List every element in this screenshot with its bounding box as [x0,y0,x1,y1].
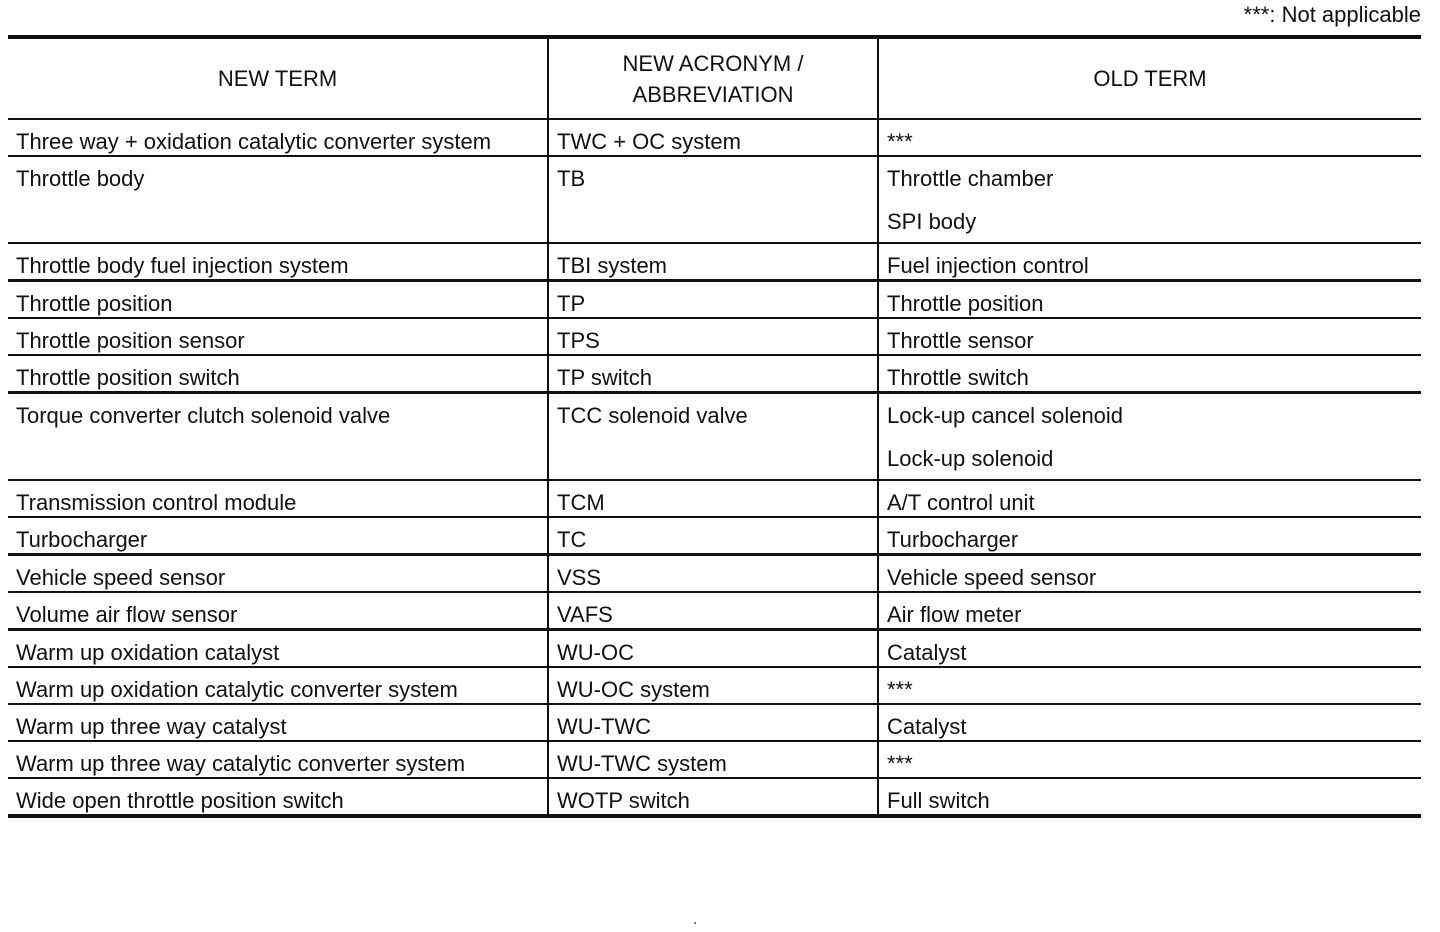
old-term-cell-text: Throttle sensor [887,328,1034,353]
acronym-cell-text: WU-OC system [557,676,710,702]
new-term-cell-text: Volume air flow sensor [16,601,238,627]
acronym-cell-text: TP switch [557,365,652,390]
acronym-cell [548,629,878,667]
old-term-cell-text: *** [887,750,913,776]
new-term-cell-text: Throttle position sensor [16,328,245,353]
old-term-cell [878,554,1421,592]
new-term-cell-text: Warm up oxidation catalytic converter system [16,676,458,702]
new-term-cell [8,156,548,243]
old-term-cell-text: Throttle position [887,291,1044,316]
old-term-cell-text: Air flow meter [887,601,1022,627]
old-term-cell-text: Full switch [887,787,990,813]
table-row [8,704,1421,741]
acronym-cell [548,480,878,517]
acronym-cell-text: TPS [557,328,600,353]
new-term-cell-text: Transmission control module [16,489,297,515]
new-term-cell [8,281,548,319]
new-term-cell-text: Throttle position [16,291,173,316]
old-term-cell-text: Turbocharger [887,526,1019,552]
old-term-cell [878,318,1421,355]
table-row [8,355,1421,393]
new-term-cell [8,355,548,393]
old-term-cell [878,281,1421,319]
table-row [8,119,1421,156]
new-term-cell-text: Warm up oxidation catalyst [16,639,280,665]
acronym-cell-text: TCM [557,489,605,515]
new-term-cell [8,554,548,592]
old-term-cell-text: Throttle chamber [887,166,1054,191]
old-term-cell [878,704,1421,741]
acronym-cell [548,243,878,281]
acronym-cell-text: TBI system [557,253,668,278]
acronym-cell-text: VSS [557,564,602,590]
acronym-cell [548,355,878,393]
table-row [8,667,1421,704]
new-term-cell-text: Turbocharger [16,526,148,552]
old-term-cell [878,778,1421,816]
old-term-cell-text-line2: Lock-up solenoid [887,446,1054,471]
old-term-cell [878,667,1421,704]
table-row [8,517,1421,555]
new-term-cell-text: Warm up three way catalytic converter system [16,750,466,776]
acronym-cell [548,554,878,592]
old-term-cell-text: Catalyst [887,713,967,739]
new-term-cell [8,592,548,630]
acronym-cell-text: WU-OC [557,639,634,665]
old-term-cell-text: *** [887,129,913,154]
old-term-cell-text-line2: SPI body [887,209,977,234]
table-row [8,281,1421,319]
new-term-cell [8,119,548,156]
acronym-cell-text: VAFS [557,601,613,627]
table-row [8,243,1421,281]
acronym-cell [548,318,878,355]
terminology-table [8,35,1421,818]
new-term-cell-text: Throttle body [16,166,145,191]
new-term-cell [8,741,548,778]
new-term-cell-text: Torque converter clutch solenoid valve [16,403,391,428]
table-row [8,156,1421,243]
old-term-cell-text: A/T control unit [887,489,1035,515]
new-term-cell-text: Throttle position switch [16,365,240,390]
new-term-cell-text: Throttle body fuel injection system [16,253,349,278]
old-term-cell [878,629,1421,667]
header-new-acronym [548,37,878,119]
acronym-cell [548,778,878,816]
new-term-cell [8,318,548,355]
new-term-cell [8,243,548,281]
old-term-cell-text: Fuel injection control [887,253,1089,278]
table-row [8,393,1421,480]
old-term-cell [878,480,1421,517]
table-row [8,778,1421,816]
old-term-cell [878,592,1421,630]
header-old-term: OLD TERM [878,37,1421,119]
acronym-cell [548,156,878,243]
header-new-term: NEW TERM [8,37,548,119]
new-term-cell [8,517,548,555]
acronym-cell [548,281,878,319]
old-term-cell [878,243,1421,281]
new-term-cell [8,778,548,816]
acronym-cell [548,667,878,704]
acronym-cell [548,592,878,630]
new-term-cell [8,480,548,517]
table-body [8,119,1421,816]
table-row [8,741,1421,778]
old-term-cell [878,119,1421,156]
old-term-cell [878,156,1421,243]
old-term-cell [878,355,1421,393]
new-term-cell-text: Vehicle speed sensor [16,564,226,590]
acronym-cell-text: WU-TWC system [557,750,727,776]
new-term-cell [8,704,548,741]
old-term-cell [878,393,1421,480]
old-term-cell-text: Vehicle speed sensor [887,564,1097,590]
acronym-cell-text: TCC solenoid valve [557,403,748,428]
header-row [8,37,1421,119]
old-term-cell [878,741,1421,778]
table-row [8,480,1421,517]
scan-speck [694,922,696,924]
old-term-cell [878,517,1421,555]
new-term-cell-text: Wide open throttle position switch [16,787,344,813]
acronym-cell [548,704,878,741]
acronym-cell-text: TP [557,291,586,316]
table-row [8,629,1421,667]
new-term-cell-text: Warm up three way catalyst [16,713,287,739]
old-term-cell-text: *** [887,676,913,702]
header-acronym-line2: ABBREVIATION [632,81,794,107]
acronym-cell [548,741,878,778]
acronym-cell [548,393,878,480]
old-term-cell-text: Throttle switch [887,365,1029,390]
acronym-cell-text: WOTP switch [557,787,690,813]
acronym-cell-text: TC [557,526,587,552]
not-applicable-note: ***: Not applicable [1243,2,1421,27]
old-term-cell-text: Catalyst [887,639,967,665]
new-term-cell [8,629,548,667]
table-row [8,318,1421,355]
acronym-cell [548,119,878,156]
acronym-cell-text: WU-TWC [557,713,652,739]
table-row [8,554,1421,592]
old-term-cell-text: Lock-up cancel solenoid [887,403,1124,428]
new-term-cell [8,667,548,704]
acronym-cell-text: TWC + OC system [557,129,741,154]
acronym-cell-text: TB [557,166,586,191]
header-acronym-line1: NEW ACRONYM / [622,50,804,76]
new-term-cell-text: Three way + oxidation catalytic converter system [16,129,492,154]
new-term-cell [8,393,548,480]
table-row [8,592,1421,630]
acronym-cell [548,517,878,555]
